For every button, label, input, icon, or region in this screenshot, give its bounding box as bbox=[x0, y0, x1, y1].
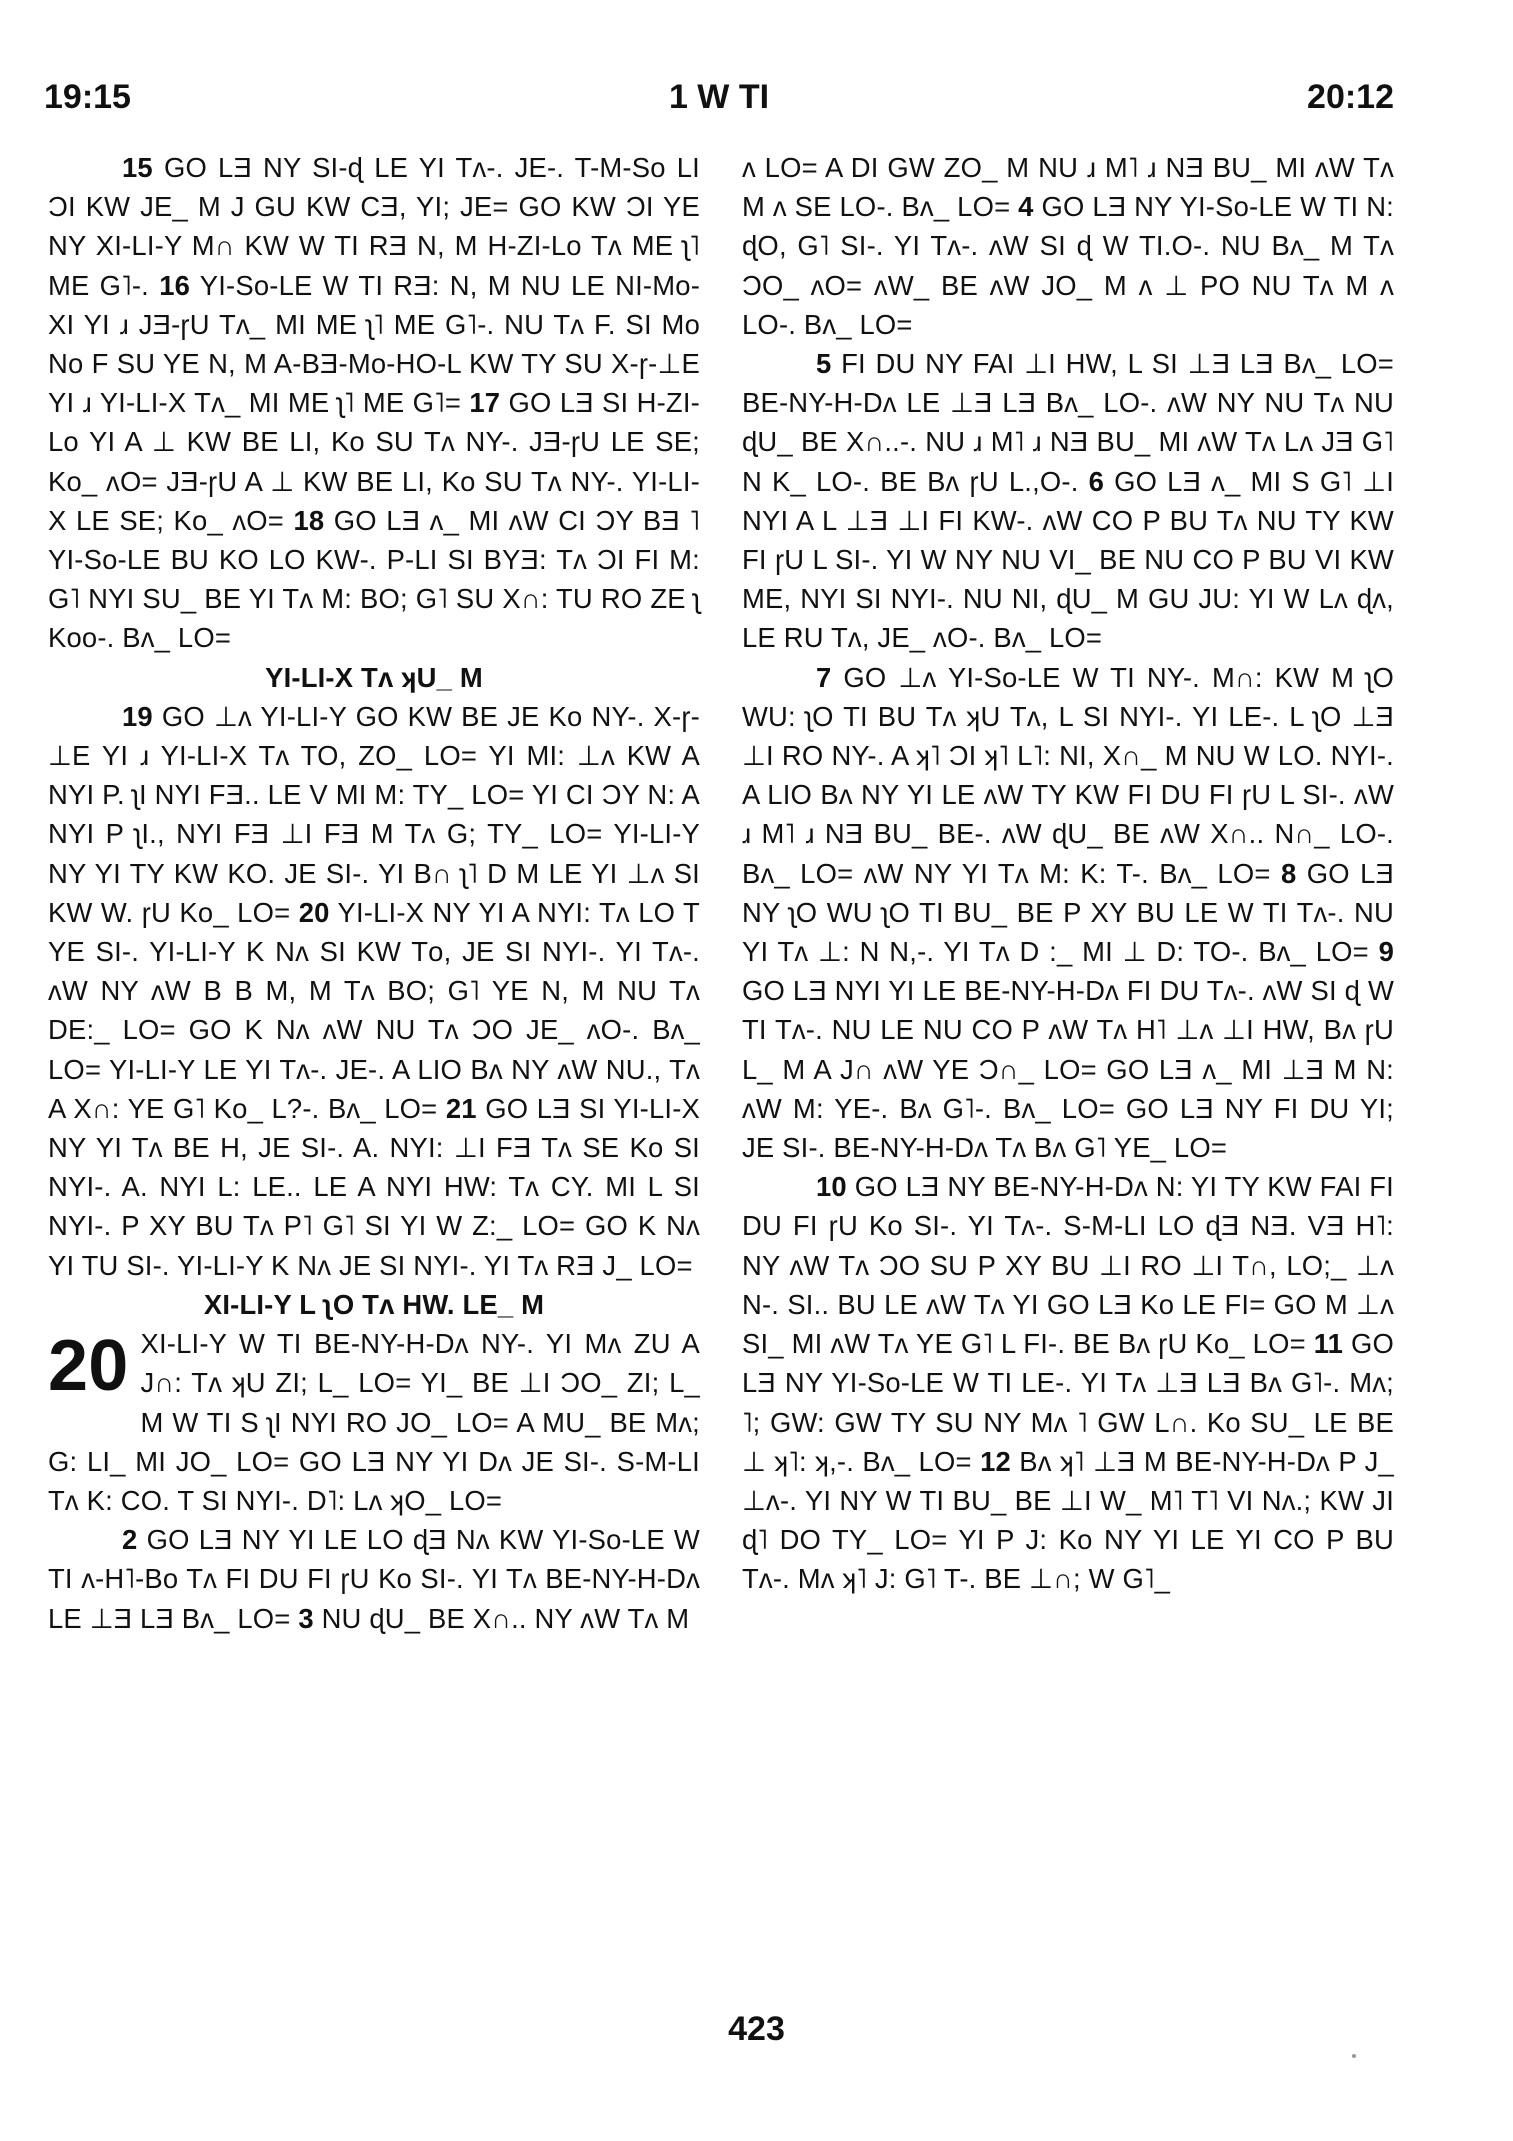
verse-number: 21 bbox=[445, 1092, 477, 1124]
verse-number: 15 bbox=[122, 152, 153, 183]
verse-number: 6 bbox=[1088, 465, 1105, 497]
chapter-number: 20 bbox=[48, 1326, 129, 1407]
verse-text: GO ⊥ʌ YI-Sᴏ-LE W TI NY-. M∩: KW M ʅO WU: ʅO TI BU Tʌ ʞU Tʌ, L SI NYI-. YI LE-. L ʅO ⊥Ǝ ⊥I RO NY-. A ʞ˥ ƆI ʞ˥ L˥: NI, X∩_ M NU W LO. NYI-. A LIO Bʌ NY YI LE ʌW TY KW FI DU FI ɼU L SI-. ʌW ɹ M˥ ɹ NƎ BU_ BE-. ʌW ɖU_ BE ʌW X∩.. N∩_ LO-. Bʌ_ LO= ʌW NY YI Tʌ M: K: T-. Bʌ_ LO= bbox=[742, 661, 1394, 889]
verse-number: 10 bbox=[816, 1171, 847, 1203]
verse-text: GO LƎ NY YI LE LO ɖƎ Nʌ KW YI-Sᴏ-LE W TI ʌ-H˥-Bᴏ Tʌ FI DU FI ɼU Kᴏ SI-. YI Tʌ BE-NY-H-Dʌ LE ⊥Ǝ LƎ Bʌ_ LO= bbox=[48, 1524, 700, 1634]
paragraph bbox=[48, 1520, 700, 1638]
paragraph bbox=[48, 697, 700, 1285]
verse-text: GO LƎ SI YI-LI-X NY YI Tʌ BE H, JE SI-. A. NYI: ⊥I FƎ Tʌ SE Kᴏ SI NYI-. A. NYI L: LE.. LE A NYI HW: Tʌ CY. MI L SI NYI-. P XY BU Tʌ P˥ G˥ SI YI W Z:_ LO= GO K Nʌ YI TU SI-. YI-LI-Y K Nʌ JE SI NYI-. YI Tʌ RƎ J_ LO= bbox=[48, 1092, 700, 1281]
header-right-reference: 20:12 bbox=[1307, 78, 1394, 116]
verse-number: 3 bbox=[298, 1602, 314, 1634]
verse-number: 16 bbox=[159, 269, 191, 301]
paragraph bbox=[742, 148, 1394, 344]
verse-text: GO LƎ NY SI-ɖ LE YI Tʌ-. JE-. T-M-Sᴏ LI ƆI KW JE_ M J GU KW CƎ, YI; JE= GO KW ƆI YE NY XI-LI-Y M∩ KW W TI RƎ N, M H-ZI-Lᴏ Tʌ ME ʅ˥ ME G˥-. bbox=[48, 152, 700, 301]
left-text-column bbox=[48, 148, 700, 1638]
section-heading: YI-LI-X Tʌ ʞU_ M bbox=[265, 661, 483, 693]
verse-text: GO LƎ ʌ_ MI S G˥ ⊥I NYI A L ⊥Ǝ ⊥I FI KW-. ʌW CO P BU Tʌ NU TY KW FI ɼU L SI-. YI W NY NU VI_ BE NU CO P BU VI KW ME, NYI SI NYI-. NU NI, ɖU_ M GU JU: YI W Lʌ ɖʌ, LE RU Tʌ, JE_ ʌO-. Bʌ_ LO= bbox=[742, 465, 1395, 654]
paragraph bbox=[48, 148, 700, 658]
verse-number: 12 bbox=[980, 1445, 1011, 1477]
header-left-reference: 19:15 bbox=[44, 78, 131, 116]
verse-text: YI-Sᴏ-LE W TI RƎ: N, M NU LE NI-Mᴏ-XI YI ɹ JƎ-ɼU Tʌ_ MI ME ʅ˥ ME G˥-. NU Tʌ F. SI Mᴏ Nᴏ F SU YE N, M A-BƎ-Mᴏ-HO-L KW TY SU X-ɼ-⊥E YI ɹ YI-LI-X Tʌ_ MI ME ʅ˥ ME G˥= bbox=[48, 269, 701, 419]
page-number: 423 bbox=[728, 2010, 785, 2048]
verse-number: 20 bbox=[298, 896, 330, 928]
right-text-column bbox=[742, 148, 1394, 1599]
verse-number: 7 bbox=[816, 661, 832, 693]
paragraph bbox=[742, 658, 1394, 1168]
verse-number: 17 bbox=[469, 387, 501, 419]
verse-text: GO LƎ NY ʅO WU ʅO TI BU_ BE P XY BU LE W TI Tʌ-. NU YI Tʌ ⊥: N N,-. YI Tʌ D :_ MI ⊥ D: TO-. Bʌ_ LO= bbox=[742, 857, 1394, 968]
page-header bbox=[44, 78, 1394, 128]
verse-text: Bʌ ʞ˥ ⊥Ǝ M BE-NY-H-Dʌ P J_ ⊥ʌ-. YI NY W TI BU_ BE ⊥I W_ M˥ T˥ VI Nʌ.; KW JI ɖ˥ DO TY_ LO= YI P J: Kᴏ NY YI LE YI CO P BU Tʌ-. Mʌ ʞ˥ J: G˥ T-. BE ⊥∩; W G˥_ bbox=[742, 1445, 1394, 1595]
paragraph bbox=[742, 344, 1394, 658]
verse-number: 5 bbox=[816, 348, 832, 380]
verse-number: 18 bbox=[293, 504, 325, 536]
paragraph bbox=[742, 1167, 1394, 1598]
verse-text: FI DU NY FAI ⊥I HW, L SI ⊥Ǝ LƎ Bʌ_ LO= BE-NY-H-Dʌ LE ⊥Ǝ LƎ Bʌ_ LO-. ʌW NY NU Tʌ NU ɖU_ BE X∩..-. NU ɹ M˥ ɹ NƎ BU_ MI ʌW Tʌ Lʌ JƎ G˥ N K_ LO-. BE Bʌ ɼU L.,O-. bbox=[742, 348, 1394, 497]
header-book-title: 1 W TI bbox=[668, 78, 770, 116]
section-heading: XI-LI-Y L ʅO Tʌ HW. LE_ M bbox=[203, 1288, 545, 1320]
chapter-opening bbox=[48, 1324, 700, 1520]
verse-number: 19 bbox=[122, 700, 153, 732]
verse-text: NU ɖU_ BE X∩.. NY ʌW Tʌ M bbox=[313, 1602, 690, 1634]
verse-text: GO LƎ NY YI-Sᴏ-LE W TI N: ɖO, G˥ SI-. YI Tʌ-. ʌW SI ɖ W TI.O-. NU Bʌ_ M Tʌ ƆO_ ʌO= ʌW_ BE ʌW JO_ M ʌ ⊥ PO NU Tʌ M ʌ LO-. Bʌ_ LO= bbox=[742, 191, 1394, 340]
verse-text: GO LƎ NY YI-Sᴏ-LE W TI LE-. YI Tʌ ⊥Ǝ LƎ Bʌ G˥-. Mʌ; ˥; GW: GW TY SU NY Mʌ ˥ GW L∩. Kᴏ SU_ LE BE ⊥ ʞ˥: ʞ,-. Bʌ_ LO= bbox=[742, 1328, 1395, 1477]
verse-text: ʌ LO= A DI GW ZO_ M NU ɹ M˥ ɹ NƎ BU_ MI ʌW Tʌ M ʌ SE LO-. Bʌ_ LO= bbox=[742, 152, 1394, 223]
verse-text: GO LƎ SI H-ZI-Lᴏ YI A ⊥ KW BE LI, Kᴏ SU Tʌ NY-. JƎ-ɼU LE SE; Kᴏ_ ʌO= JƎ-ɼU A ⊥ KW BE LI, Kᴏ SU Tʌ NY-. YI-LI-X LE SE; Kᴏ_ ʌO= bbox=[48, 387, 700, 536]
verse-text: GO LƎ NYI YI LE BE-NY-H-Dʌ FI DU Tʌ-. ʌW SI ɖ W TI Tʌ-. NU LE NU CO P ʌW Tʌ H˥ ⊥ʌ ⊥I HW, Bʌ ɼU L_ M A J∩ ʌW YE Ɔ∩_ LO= GO LƎ ʌ_ MI ⊥Ǝ M N: ʌW M: YE-. Bʌ G˥-. Bʌ_ LO= GO LƎ NY FI DU YI; JE SI-. BE-NY-H-Dʌ Tʌ Bʌ G˥ YE_ LO= bbox=[742, 975, 1394, 1164]
verse-text: GO ⊥ʌ YI-LI-Y GO KW BE JE Kᴏ NY-. X-ɼ-⊥E YI ɹ YI-LI-X Tʌ TO, ZO_ LO= YI MI: ⊥ʌ KW A NYI P. ʅI NYI FƎ.. LE V MI M: TY_ LO= YI CI ƆY N: A NYI P ʅI., NYI FƎ ⊥I FƎ M Tʌ G; TY_ LO= YI-LI-Y NY YI TY KW KO. JE SI-. YI B∩ ʅ˥ D M LE YI ⊥ʌ SI KW W. ɼU Kᴏ_ LO= bbox=[48, 700, 700, 928]
verse-number: 9 bbox=[1378, 936, 1394, 968]
verse-number: 8 bbox=[1280, 857, 1297, 889]
verse-text: GO LƎ ʌ_ MI ʌW CI ƆY BƎ ˥ YI-Sᴏ-LE BU KO LO KW-. P-LI SI BYƎ: Tʌ ƆI FI M: G˥ NYI SU_ BE YI Tʌ M: BO; G˥ SU X∩: TU RO ZE ʅ Kᴏᴏ-. Bʌ_ LO= bbox=[48, 504, 701, 654]
verse-text: YI-LI-X NY YI A NYI: Tʌ LO T YE SI-. YI-LI-Y K Nʌ SI KW Tᴏ, JE SI NYI-. YI Tʌ-. ʌW NY ʌW B B M, M Tʌ BO; G˥ YE N, M NU Tʌ DE:_ LO= GO K Nʌ ʌW NU Tʌ ƆO JE_ ʌO-. Bʌ_ LO= YI-LI-Y LE YI Tʌ-. JE-. A LIO Bʌ NY ʌW NU., Tʌ A X∩: YE G˥ Kᴏ_ L?-. Bʌ_ LO= bbox=[48, 896, 700, 1124]
verse-text: GO LƎ NY BE-NY-H-Dʌ N: YI TY KW FAI FI DU FI ɼU Kᴏ SI-. YI Tʌ-. S-M-LI LO ɖƎ NƎ. VƎ H˥: NY ʌW Tʌ ƆO SU P XY BU ⊥I RO ⊥I T∩, LO;_ ⊥ʌ N-. SI.. BU LE ʌW Tʌ YI GO LƎ Kᴏ LE FI= GO M ⊥ʌ SI_ MI ʌW Tʌ YE G˥ L FI-. BE Bʌ ɼU Kᴏ_ LO= bbox=[742, 1171, 1394, 1360]
verse-text: XI-LI-Y W TI BE-NY-H-Dʌ NY-. YI Mʌ ZU A J∩: Tʌ ʞU ZI; L_ LO= YI_ BE ⊥I ƆO_ ZI; L_ M W TI S ʅI NYI RO JO_ LO= A MU_ BE Mʌ; G: LI_ MI JO_ LO= GO LƎ NY YI Dʌ JE SI-. S-M-LI Tʌ K: CO. T SI NYI-. D˥: Lʌ ʞO_ LO= bbox=[48, 1328, 700, 1516]
verse-number: 4 bbox=[1018, 191, 1034, 223]
verse-number: 11 bbox=[1313, 1328, 1344, 1360]
paper-speck bbox=[1352, 2054, 1356, 2058]
verse-number: 2 bbox=[122, 1524, 138, 1556]
